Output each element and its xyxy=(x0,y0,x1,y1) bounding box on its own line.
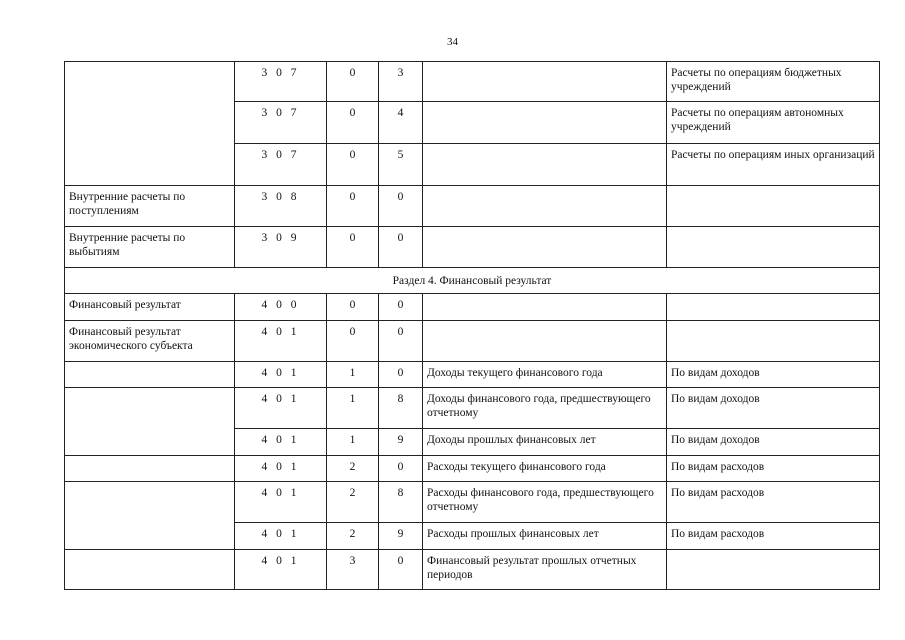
note-cell xyxy=(667,227,880,268)
account-name-cell xyxy=(65,550,235,590)
account-name-cell: Внутренние расчеты по выбытиям xyxy=(65,227,235,268)
account-name-cell: Внутренние расчеты по поступлениям xyxy=(65,186,235,227)
description-cell: Доходы финансового года, предшествующего отчетному xyxy=(423,388,667,429)
page-number: 34 xyxy=(447,36,458,48)
description-cell: Доходы прошлых финансовых лет xyxy=(423,429,667,456)
account-name-cell xyxy=(65,388,235,429)
account-name-cell xyxy=(65,62,235,102)
description-cell xyxy=(423,62,667,102)
account-code-cell: 4 0 1 xyxy=(235,321,327,362)
code-part-1-cell: 1 xyxy=(327,429,379,456)
description-cell xyxy=(423,294,667,321)
code-part-1-cell: 0 xyxy=(327,294,379,321)
table-row xyxy=(65,144,880,186)
table-row xyxy=(65,388,880,429)
account-code-cell: 4 0 0 xyxy=(235,294,327,321)
note-cell: По видам расходов xyxy=(667,523,880,550)
note-cell: Расчеты по операциям иных организаций xyxy=(667,144,880,186)
description-cell: Расходы финансового года, предшествующего отчетному xyxy=(423,482,667,523)
note-cell: По видам доходов xyxy=(667,362,880,388)
note-cell: Расчеты по операциям автономных учреждений xyxy=(667,102,880,144)
account-code-cell: 4 0 1 xyxy=(235,482,327,523)
table-row xyxy=(65,102,880,144)
account-name-cell xyxy=(65,482,235,523)
code-part-2-cell: 5 xyxy=(379,144,423,186)
table-row xyxy=(65,523,880,550)
account-code-cell: 3 0 9 xyxy=(235,227,327,268)
account-code-cell: 3 0 7 xyxy=(235,62,327,102)
table-row xyxy=(65,550,880,590)
code-part-2-cell: 4 xyxy=(379,102,423,144)
note-cell xyxy=(667,321,880,362)
table-row xyxy=(65,321,880,362)
code-part-1-cell: 0 xyxy=(327,227,379,268)
code-part-2-cell: 0 xyxy=(379,456,423,482)
note-cell: По видам доходов xyxy=(667,388,880,429)
code-part-2-cell: 9 xyxy=(379,429,423,456)
code-part-1-cell: 0 xyxy=(327,62,379,102)
accounts-table xyxy=(64,61,880,590)
table-row xyxy=(65,429,880,456)
account-name-cell: Финансовый результат xyxy=(65,294,235,321)
code-part-1-cell: 1 xyxy=(327,388,379,429)
table-row xyxy=(65,62,880,102)
table-row xyxy=(65,362,880,388)
account-code-cell: 4 0 1 xyxy=(235,429,327,456)
account-name-cell: Финансовый результат экономического субъекта xyxy=(65,321,235,362)
section-title: Раздел 4. Финансовый результат xyxy=(65,268,880,294)
description-cell: Доходы текущего финансового года xyxy=(423,362,667,388)
code-part-2-cell: 9 xyxy=(379,523,423,550)
code-part-1-cell: 0 xyxy=(327,102,379,144)
code-part-2-cell: 8 xyxy=(379,482,423,523)
account-code-cell: 3 0 7 xyxy=(235,102,327,144)
code-part-2-cell: 0 xyxy=(379,321,423,362)
description-cell xyxy=(423,186,667,227)
account-code-cell: 4 0 1 xyxy=(235,362,327,388)
code-part-1-cell: 2 xyxy=(327,456,379,482)
description-cell xyxy=(423,144,667,186)
account-name-cell xyxy=(65,102,235,144)
account-code-cell: 4 0 1 xyxy=(235,456,327,482)
code-part-1-cell: 2 xyxy=(327,523,379,550)
account-code-cell: 3 0 8 xyxy=(235,186,327,227)
account-name-cell xyxy=(65,362,235,388)
note-cell xyxy=(667,550,880,590)
account-code-cell: 4 0 1 xyxy=(235,550,327,590)
code-part-2-cell: 0 xyxy=(379,294,423,321)
table-row xyxy=(65,482,880,523)
description-cell xyxy=(423,102,667,144)
account-code-cell: 4 0 1 xyxy=(235,523,327,550)
note-cell: По видам доходов xyxy=(667,429,880,456)
description-cell: Расходы текущего финансового года xyxy=(423,456,667,482)
note-cell xyxy=(667,186,880,227)
table-row xyxy=(65,456,880,482)
code-part-2-cell: 8 xyxy=(379,388,423,429)
table-row xyxy=(65,186,880,227)
description-cell xyxy=(423,321,667,362)
note-cell xyxy=(667,294,880,321)
code-part-1-cell: 2 xyxy=(327,482,379,523)
code-part-2-cell: 0 xyxy=(379,186,423,227)
account-code-cell: 4 0 1 xyxy=(235,388,327,429)
account-name-cell xyxy=(65,523,235,550)
code-part-2-cell: 0 xyxy=(379,550,423,590)
account-name-cell xyxy=(65,456,235,482)
note-cell: По видам расходов xyxy=(667,456,880,482)
table-row xyxy=(65,294,880,321)
description-cell: Расходы прошлых финансовых лет xyxy=(423,523,667,550)
code-part-2-cell: 0 xyxy=(379,362,423,388)
account-name-cell xyxy=(65,429,235,456)
code-part-1-cell: 3 xyxy=(327,550,379,590)
account-name-cell xyxy=(65,144,235,186)
description-cell: Финансовый результат прошлых отчетных периодов xyxy=(423,550,667,590)
code-part-2-cell: 0 xyxy=(379,227,423,268)
code-part-1-cell: 0 xyxy=(327,144,379,186)
code-part-1-cell: 0 xyxy=(327,186,379,227)
section-header-row xyxy=(65,268,880,294)
code-part-2-cell: 3 xyxy=(379,62,423,102)
note-cell: Расчеты по операциям бюджетных учреждений xyxy=(667,62,880,102)
table-row xyxy=(65,227,880,268)
code-part-1-cell: 0 xyxy=(327,321,379,362)
code-part-1-cell: 1 xyxy=(327,362,379,388)
description-cell xyxy=(423,227,667,268)
account-code-cell: 3 0 7 xyxy=(235,144,327,186)
note-cell: По видам расходов xyxy=(667,482,880,523)
